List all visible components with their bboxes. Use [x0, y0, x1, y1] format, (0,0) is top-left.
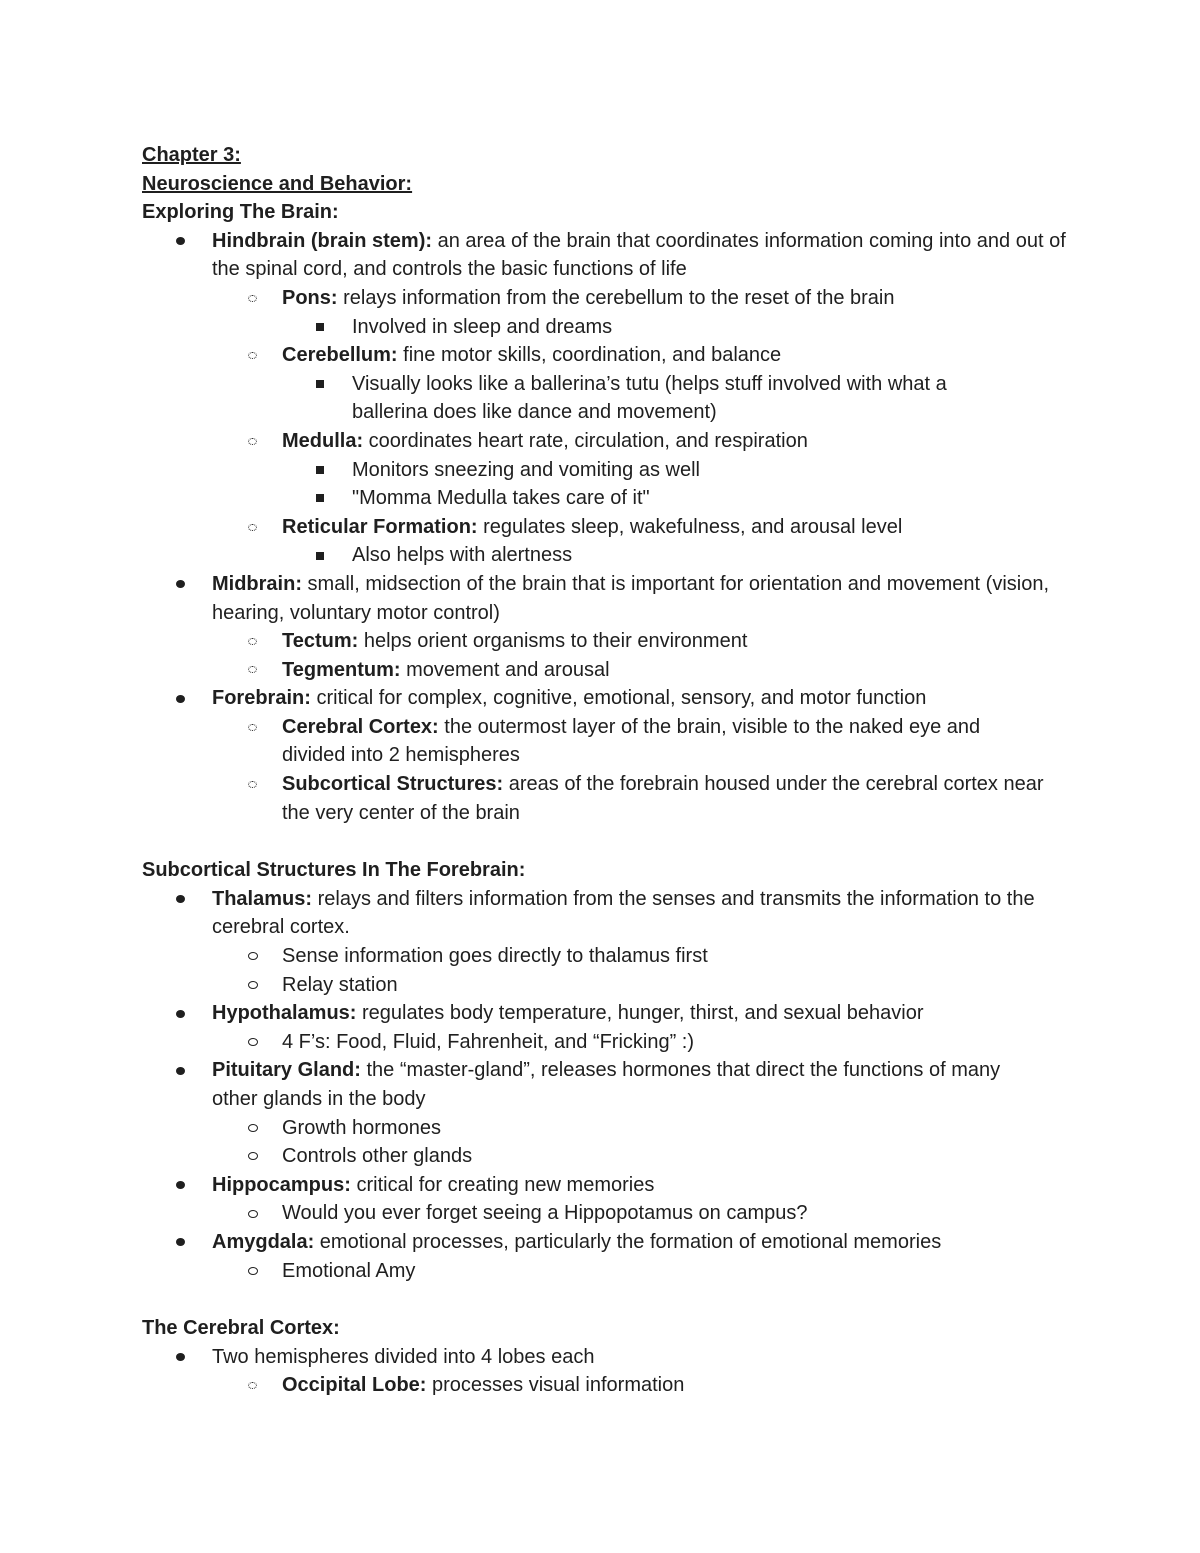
dotted-circle-bullet-icon: [248, 427, 257, 456]
list-item-forebrain: Forebrain: critical for complex, cognitive, emotional, sensory, and motor function: [142, 684, 1062, 713]
filled-bullet-icon: [176, 570, 185, 599]
square-bullet-icon: [316, 456, 324, 485]
list-item-pons: Pons: relays information from the cerebellum to the reset of the brain: [142, 284, 1062, 313]
list-item-pituitary-gland: Pituitary Gland: the “master-gland”, releases hormones that direct the functions of many other glands in the body: [142, 1056, 1042, 1113]
hollow-circle-bullet-icon: [248, 971, 258, 1000]
list-item-pons-note: Involved in sleep and dreams: [142, 313, 1062, 342]
dotted-circle-bullet-icon: [248, 341, 257, 370]
list-item-reticular-formation: Reticular Formation: regulates sleep, wakefulness, and arousal level: [142, 513, 1062, 542]
dotted-circle-bullet-icon: [248, 770, 257, 799]
list-item-subcortical-structures: Subcortical Structures: areas of the forebrain housed under the cerebral cortex near the very center of the brain: [142, 770, 1062, 827]
subject-title: Neuroscience and Behavior:: [142, 172, 413, 195]
list-item-hemispheres: Two hemispheres divided into 4 lobes each: [142, 1343, 1062, 1372]
square-bullet-icon: [316, 484, 324, 513]
dotted-circle-bullet-icon: [248, 656, 257, 685]
list-item-medulla: Medulla: coordinates heart rate, circulation, and respiration: [142, 427, 1062, 456]
hollow-circle-bullet-icon: [248, 1114, 258, 1143]
list-item-cerebellum: Cerebellum: fine motor skills, coordination, and balance: [142, 341, 1062, 370]
dotted-circle-bullet-icon: [248, 1371, 257, 1400]
hollow-circle-bullet-icon: [248, 1199, 258, 1228]
filled-bullet-icon: [176, 1343, 185, 1372]
list-item-tectum: Tectum: helps orient organisms to their environment: [142, 627, 1062, 656]
square-bullet-icon: [316, 541, 324, 570]
list-item-thalamus-note-1: Sense information goes directly to thalamus first: [142, 942, 1062, 971]
chapter-title: Chapter 3:: [142, 144, 241, 166]
filled-bullet-icon: [176, 1056, 185, 1085]
filled-bullet-icon: [176, 885, 185, 914]
dotted-circle-bullet-icon: [248, 713, 257, 742]
notes-content: [142, 141, 1066, 1400]
list-item-thalamus: Thalamus: relays and filters information from the senses and transmits the information to the cerebral cortex.: [142, 885, 1062, 942]
filled-bullet-icon: [176, 1171, 185, 1200]
dotted-circle-bullet-icon: [248, 513, 257, 542]
filled-bullet-icon: [176, 227, 185, 256]
list-item-thalamus-note-2: Relay station: [142, 971, 1062, 1000]
section-heading-cerebral-cortex: The Cerebral Cortex:: [142, 1317, 340, 1340]
section-heading-subcortical: Subcortical Structures In The Forebrain:: [142, 859, 526, 882]
list-item-occipital-lobe: Occipital Lobe: processes visual information: [142, 1371, 1062, 1400]
list-item-hypothalamus-note: 4 F’s: Food, Fluid, Fahrenheit, and “Fricking” :): [142, 1028, 1062, 1057]
list-item-hindbrain: Hindbrain (brain stem): an area of the brain that coordinates information coming into and out of the spinal cord, and controls the basic functions of life: [142, 227, 1072, 284]
list-item-medulla-note-1: Monitors sneezing and vomiting as well: [142, 456, 1062, 485]
list-item-hippocampus-note: Would you ever forget seeing a Hippopotamus on campus?: [142, 1199, 1062, 1228]
list-item-medulla-note-2: "Momma Medulla takes care of it": [142, 484, 1062, 513]
hollow-circle-bullet-icon: [248, 1142, 258, 1171]
list-item-amygdala: Amygdala: emotional processes, particularly the formation of emotional memories: [142, 1228, 1062, 1257]
square-bullet-icon: [316, 313, 324, 342]
list-item-reticular-note: Also helps with alertness: [142, 541, 1062, 570]
list-item-cerebral-cortex: Cerebral Cortex: the outermost layer of the brain, visible to the naked eye and divided into 2 hemispheres: [142, 713, 1042, 770]
filled-bullet-icon: [176, 999, 185, 1028]
square-bullet-icon: [316, 370, 324, 399]
filled-bullet-icon: [176, 1228, 185, 1257]
list-item-amygdala-note: Emotional Amy: [142, 1257, 1062, 1286]
dotted-circle-bullet-icon: [248, 284, 257, 313]
filled-bullet-icon: [176, 684, 185, 713]
list-item-hippocampus: Hippocampus: critical for creating new memories: [142, 1171, 1062, 1200]
list-item-midbrain: Midbrain: small, midsection of the brain that is important for orientation and movement (vision, hearing, voluntary motor control): [142, 570, 1072, 627]
hollow-circle-bullet-icon: [248, 942, 258, 971]
dotted-circle-bullet-icon: [248, 627, 257, 656]
list-item-pituitary-note-1: Growth hormones: [142, 1114, 1062, 1143]
list-item-cerebellum-note: Visually looks like a ballerina’s tutu (helps stuff involved with what a ballerina does like dance and movement): [142, 370, 1002, 427]
hollow-circle-bullet-icon: [248, 1028, 258, 1057]
hollow-circle-bullet-icon: [248, 1257, 258, 1286]
list-item-hypothalamus: Hypothalamus: regulates body temperature, hunger, thirst, and sexual behavior: [142, 999, 1062, 1028]
list-item-pituitary-note-2: Controls other glands: [142, 1142, 1062, 1171]
list-item-tegmentum: Tegmentum: movement and arousal: [142, 656, 1062, 685]
section-heading-exploring-brain: Exploring The Brain:: [142, 201, 339, 224]
